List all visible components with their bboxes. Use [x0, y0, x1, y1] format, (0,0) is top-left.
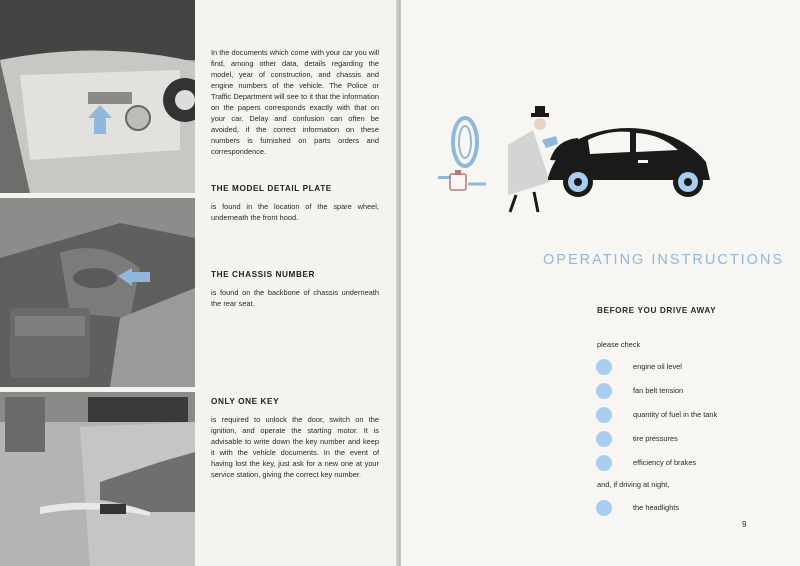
bullet-dot-icon — [596, 431, 612, 447]
checklist-item-headlights — [596, 500, 796, 516]
before-you-drive-heading: BEFORE YOU DRIVE AWAY — [597, 306, 717, 315]
checklist-label: tire pressures — [633, 434, 678, 443]
checklist-label: efficiency of brakes — [633, 458, 697, 467]
section-model-plate — [211, 183, 379, 223]
checklist-item — [596, 431, 796, 447]
operating-instructions-title: OPERATING INSTRUCTIONS — [543, 252, 785, 268]
section-heading: THE CHASSIS NUMBER — [211, 270, 316, 279]
bullet-dot-icon — [596, 500, 612, 516]
checklist-label: engine oil level — [633, 362, 682, 371]
bullet-dot-icon — [596, 383, 612, 399]
door-key-photo — [0, 392, 195, 566]
checklist-item — [596, 383, 796, 399]
checklist-label: quantity of fuel in the tank — [633, 410, 718, 419]
section-body: is found in the location of the spare wheel, underneath the front hood. — [211, 202, 379, 222]
section-heading: ONLY ONE KEY — [211, 397, 280, 406]
section-body: is required to unlock the door, switch on the ignition, and operate the starting motor. It is advisable to write down the key number and keep it with the vehicle documents. In the event of having lost the key, just ask for a new one at your service station, giving the correct key number. — [211, 415, 379, 479]
bullet-dot-icon — [596, 455, 612, 471]
left-page — [0, 0, 398, 566]
car-illustration — [438, 100, 728, 220]
checklist-item — [596, 455, 796, 471]
bullet-dot-icon — [596, 359, 612, 375]
intro-text: In the documents which come with your car you will find, among other data, details regarding the model, year of construction, and chassis and engine numbers of the vehicle. The Police or Traffic Department will see to it that the information on the papers corresponds exactly with that on your car. Delay and confusion can often be avoided, if the correct information on these numbers is furnished on parts orders and correspondence. — [211, 48, 380, 156]
checklist-item — [596, 359, 796, 375]
chassis-number-photo — [0, 198, 195, 387]
section-chassis-number — [211, 269, 379, 309]
checklist-item — [596, 407, 796, 423]
checklist-label: the headlights — [633, 503, 680, 512]
page-number: 9 — [742, 520, 747, 529]
please-check-label: please check — [597, 340, 641, 349]
spare-wheel-photo — [0, 0, 195, 193]
bullet-dot-icon — [596, 407, 612, 423]
section-only-one-key — [211, 396, 379, 480]
section-body: is found on the backbone of chassis underneath the rear seat. — [211, 288, 379, 308]
night-driving-label: and, if driving at night, — [597, 480, 670, 489]
checklist-label: fan belt tension — [633, 386, 684, 395]
intro-paragraph — [211, 47, 379, 157]
section-heading: THE MODEL DETAIL PLATE — [211, 184, 332, 193]
